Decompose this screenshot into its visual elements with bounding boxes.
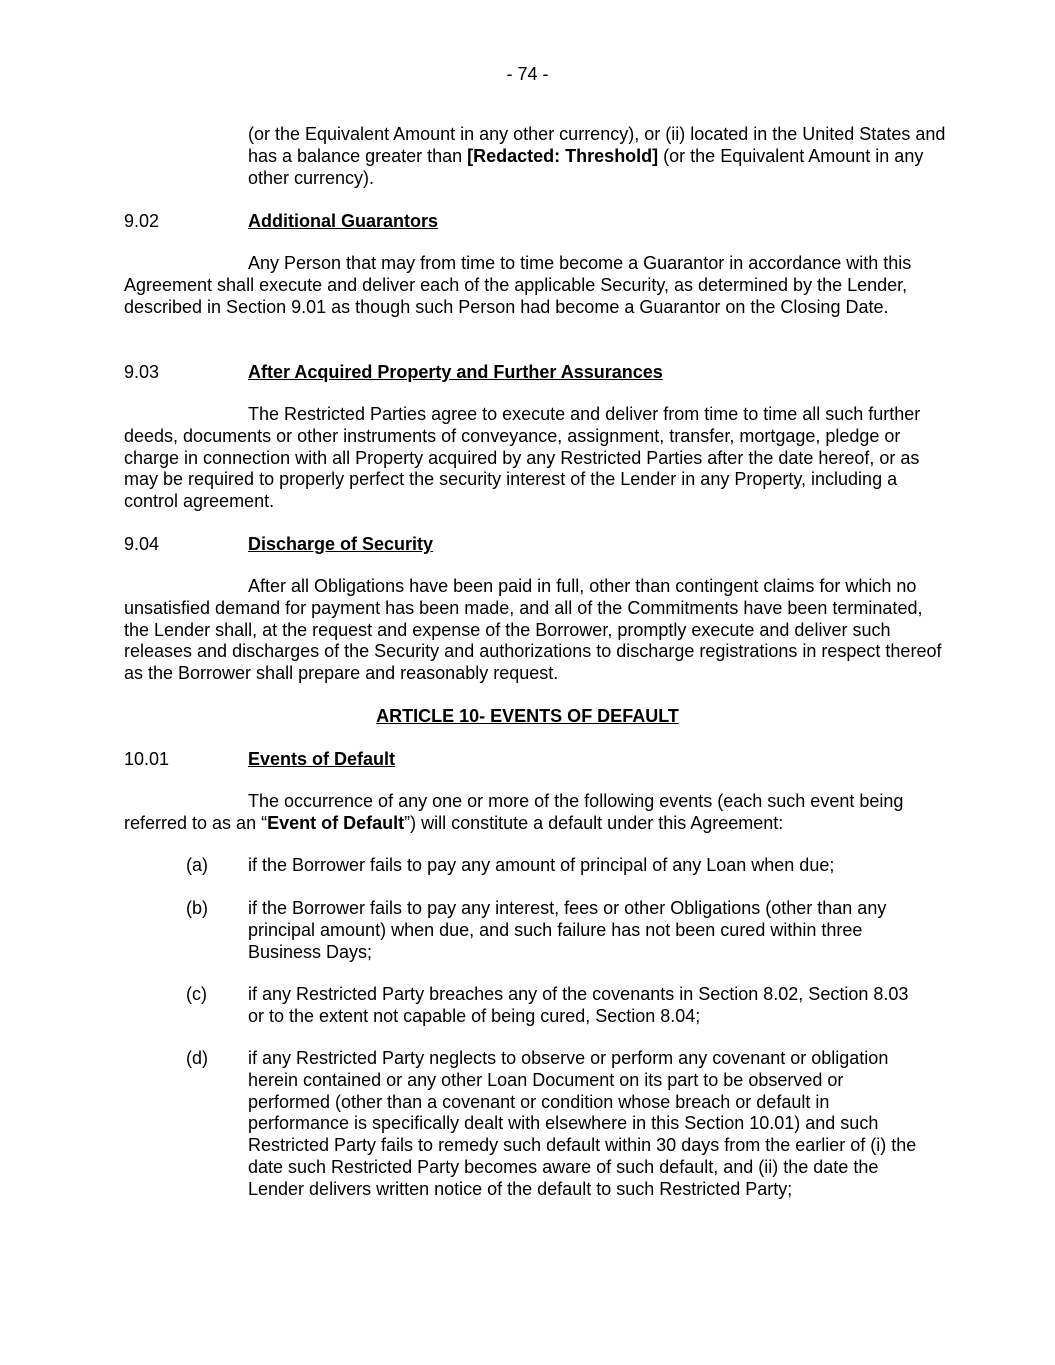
section-9-03-title: After Acquired Property and Further Assurances xyxy=(248,362,663,382)
list-item-label: (a) xyxy=(186,855,208,875)
continuation-text-2: (or the Equivalent Amount in any other currency). xyxy=(248,145,924,188)
section-9-04-number: 9.04 xyxy=(124,534,160,554)
section-9-04-body: After all Obligations have been paid in full, other than contingent claims for which no unsatisfied demand for payment has been made, and all of the Commitments have been terminated, the Lender shall, at the request and expense of the Borrower, promptly execute and deliver such releases and discharges of the Security and authorizations to discharge registrations in respect thereof as the Borrower shall prepare and reasonably request. xyxy=(124,576,942,684)
continuation-text-1: (or the Equivalent Amount in any other currency), or (ii) located in the United States and has a balance greater than xyxy=(248,124,946,166)
list-item-label: (d) xyxy=(186,1048,208,1068)
event-of-default-term: Event of Default xyxy=(267,812,405,833)
section-9-02-number: 9.02 xyxy=(124,211,160,231)
continuation-paragraph xyxy=(248,124,948,189)
section-9-02-title: Additional Guarantors xyxy=(248,211,439,231)
section-10-01-body-2: ”) will constitute a default under this Agreement: xyxy=(404,812,784,833)
section-9-03-paragraph xyxy=(124,404,944,513)
section-9-03-body: The Restricted Parties agree to execute and deliver from time to time all such further deeds, documents or other instruments of conveyance, assignment, transfer, mortgage, pledge or charge in connection with all Property acquired by any Restricted Parties after the date hereof, or as may be required to properly perfect the security interest of the Lender in any Property, including a control agreement. xyxy=(124,404,921,512)
page-number: - 74 - xyxy=(506,64,549,84)
section-9-02-body: Any Person that may from time to time become a Guarantor in accordance with this Agreement shall execute and deliver each of the applicable Security, as determined by the Lender, described in Section 9.01 as though such Person had become a Guarantor on the Closing Date. xyxy=(124,253,912,317)
redacted-threshold: [Redacted: Threshold] xyxy=(467,145,659,166)
section-10-01-title: Events of Default xyxy=(248,749,396,769)
section-10-01-body-1: The occurrence of any one or more of the following events (each such event being referred to as an “ xyxy=(124,791,904,833)
section-9-04-paragraph xyxy=(124,576,944,685)
list-item-text: if the Borrower fails to pay any interest, fees or other Obligations (other than any principal amount) when due, and such failure has not been cured within three Business Days; xyxy=(248,898,887,962)
section-9-04-title: Discharge of Security xyxy=(248,534,434,554)
list-item-text: if any Restricted Party neglects to observe or perform any covenant or obligation herein contained or any other Loan Document on its part to be observed or performed (other than a covenant or condition whose breach or default in performance is specifically dealt with elsewhere in this Section 10.01) and such Restricted Party fails to remedy such default within 30 days from the earlier of (i) the date such Restricted Party becomes aware of such default, and (ii) the date the Lender delivers written notice of the default to such Restricted Party; xyxy=(248,1048,917,1199)
section-9-03-number: 9.03 xyxy=(124,362,160,382)
list-item-label: (c) xyxy=(186,984,207,1004)
list-item-text: if the Borrower fails to pay any amount of principal of any Loan when due; xyxy=(248,855,835,875)
list-item-label: (b) xyxy=(186,898,208,918)
article-heading: ARTICLE 10- EVENTS OF DEFAULT xyxy=(376,706,679,726)
section-10-01-number: 10.01 xyxy=(124,749,170,769)
section-9-02-paragraph xyxy=(124,253,944,318)
list-item-text: if any Restricted Party breaches any of the covenants in Section 8.02, Section 8.03 or to the extent not capable of being cured, Section 8.04; xyxy=(248,984,909,1026)
section-10-01-paragraph xyxy=(124,791,944,835)
